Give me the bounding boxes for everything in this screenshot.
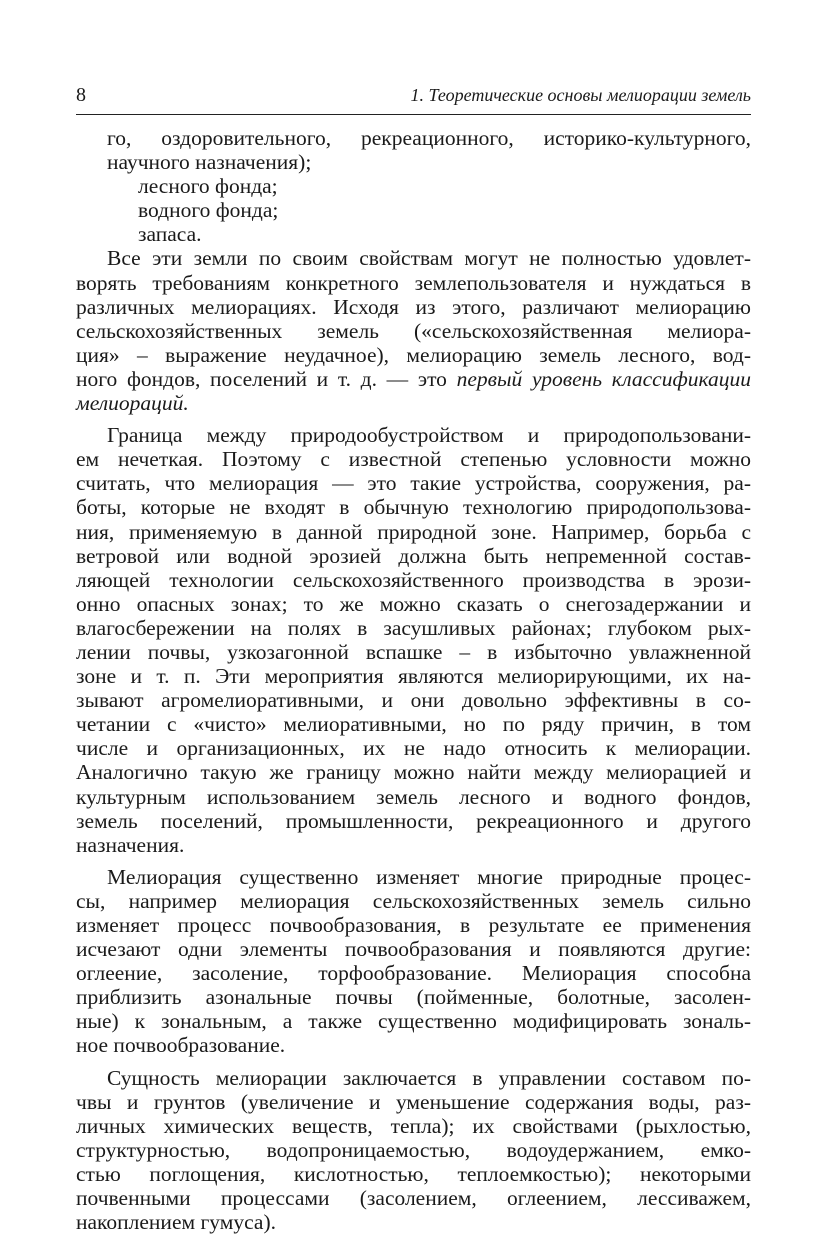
text-line: сы, например мелиорация сельскохозяйственных земель сильно bbox=[76, 888, 751, 913]
text-line: зоне и т. п. Эти мероприятия являются мелиорирующими, их на- bbox=[76, 664, 751, 689]
text-line: ляющей технологии сельскохозяйственного производства в эрози- bbox=[76, 567, 751, 592]
text-line: научного назначения); bbox=[107, 150, 312, 175]
text-line: земель поселений, промышленности, рекреационного и другого bbox=[76, 808, 751, 833]
text-line: лении почвы, узкозагонной вспашке – в избыточно увлажненной bbox=[76, 639, 751, 664]
page-body bbox=[76, 126, 751, 1234]
page-header bbox=[76, 84, 751, 115]
text-line: числе и организационных, их не надо относить к мелиорации. bbox=[76, 736, 751, 761]
text-line: чвы и грунтов (увеличение и уменьшение содержания воды, раз- bbox=[76, 1089, 751, 1114]
text-line: влагосбережении на полях в засушливых районах; глубоком рых- bbox=[76, 615, 751, 640]
text-line: стью поглощения, кислотностью, теплоемкостью); некоторыми bbox=[76, 1161, 751, 1186]
text-line: онно опасных зонах; то же можно сказать о снегозадержании и bbox=[76, 591, 751, 616]
text-line: ем нечеткая. Поэтому с известной степенью условности можно bbox=[76, 447, 751, 472]
emphasis-text: мелиораций. bbox=[76, 391, 189, 416]
text-line: культурным использованием земель лесного и водного фондов, bbox=[76, 784, 751, 809]
text-line: исчезают одни элементы почвообразования и появляются другие: bbox=[76, 937, 751, 962]
page-number: 8 bbox=[76, 84, 86, 106]
text-line: накоплением гумуса). bbox=[76, 1210, 276, 1235]
text-line: назначения. bbox=[76, 832, 185, 857]
text-line: ветровой или водной эрозией должна быть непременной состав- bbox=[76, 543, 751, 568]
text-line: оглеение, засоление, торфообразование. Мелиорация способна bbox=[76, 961, 751, 986]
text-line: Мелиорация существенно изменяет многие природные процес- bbox=[107, 864, 751, 889]
text-line: почвенными процессами (засолением, оглеением, лессиважем, bbox=[76, 1186, 751, 1211]
text-line: ное почвообразование. bbox=[76, 1033, 286, 1058]
text-line bbox=[76, 391, 751, 415]
running-title: 1. Теоретические основы мелиорации земель bbox=[410, 85, 751, 105]
text-line: Аналогично такую же границу можно найти между мелиорацией и bbox=[76, 760, 751, 785]
paragraph-2 bbox=[76, 423, 751, 857]
list-item: запаса. bbox=[138, 222, 202, 247]
text-line: го, оздоровительного, рекреационного, историко-культурного, bbox=[107, 126, 751, 150]
paragraph-3 bbox=[76, 865, 751, 1058]
text-line: ция» – выражение неудачное), мелиорацию земель лесного, вод- bbox=[76, 342, 751, 367]
text-line: различных мелиорациях. Исходя из этого, различают мелиорацию bbox=[76, 294, 751, 319]
emphasis-text: первый уровень классификации bbox=[456, 366, 751, 391]
text-line: четании с «чисто» мелиоративными, но по ряду причин, в том bbox=[76, 712, 751, 737]
text-line: Все эти земли по своим свойствам могут не полностью удовлет- bbox=[107, 246, 751, 271]
text-line: ния, применяемую в данной природной зоне. Например, борьба с bbox=[76, 519, 751, 544]
paragraph-list-continuation bbox=[76, 126, 751, 246]
text-line: личных химических веществ, тепла); их свойствами (рыхлостью, bbox=[76, 1113, 751, 1138]
text-line: ные) к зональным, а также существенно модифицировать зональ- bbox=[76, 1009, 751, 1034]
list-item: водного фонда; bbox=[138, 198, 279, 223]
text-line: боты, которые не входят в обычную технологию природопользова- bbox=[76, 495, 751, 520]
text-line: изменяет процесс почвообразования, в результате ее применения bbox=[76, 913, 751, 937]
text-line: зывают агромелиоративными, и они довольно эффективны в со- bbox=[76, 688, 751, 713]
text-line bbox=[76, 367, 751, 391]
text-line: считать, что мелиорация — это такие устройства, сооружения, ра- bbox=[76, 471, 751, 496]
text-line: приблизить азональные почвы (пойменные, болотные, засолен- bbox=[76, 985, 751, 1010]
text-line: структурностью, водопроницаемостью, водоудержанием, емко- bbox=[76, 1137, 751, 1162]
paragraph-1 bbox=[76, 246, 751, 415]
text-line: сельскохозяйственных земель («сельскохозяйственная мелиора- bbox=[76, 318, 751, 343]
text-line: Граница между природообустройством и природопользовани- bbox=[107, 423, 751, 448]
list-item: лесного фонда; bbox=[138, 174, 278, 199]
text-run: ного фондов, поселений и т. д. — это bbox=[76, 366, 457, 391]
text-line: ворять требованиям конкретного землепользователя и нуждаться в bbox=[76, 270, 751, 295]
paragraph-4 bbox=[76, 1066, 751, 1235]
text-line: Сущность мелиорации заключается в управлении составом по- bbox=[107, 1065, 751, 1090]
